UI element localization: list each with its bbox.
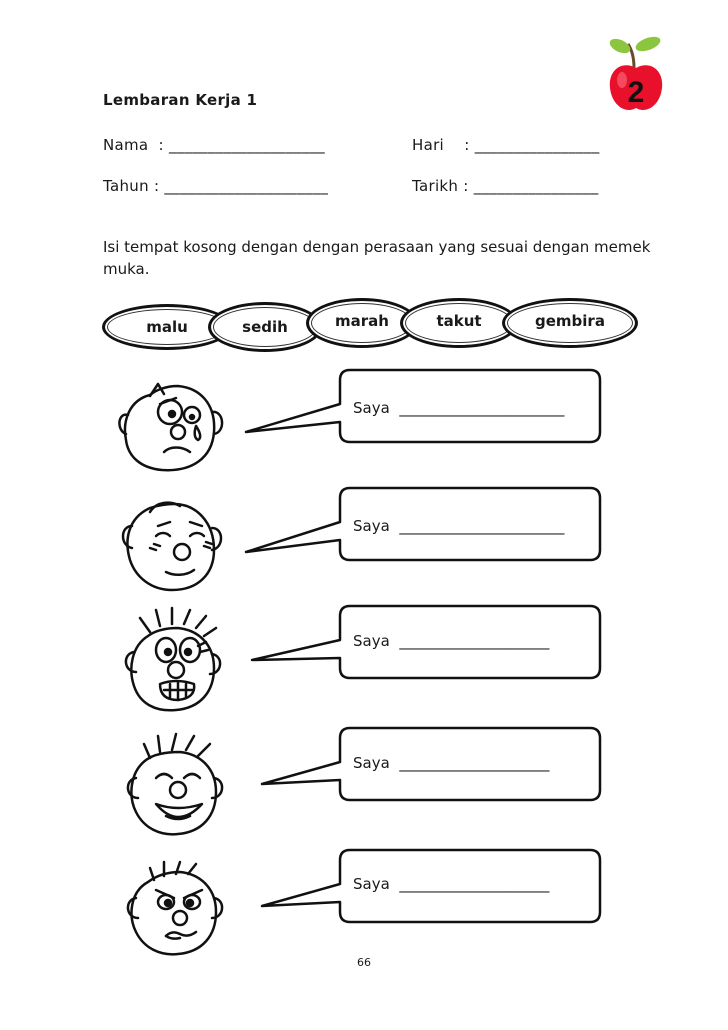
angry-face-icon bbox=[128, 862, 222, 954]
tarikh-field[interactable]: Tarikh : ________________ bbox=[412, 177, 599, 195]
tahun-field[interactable]: Tahun : _____________________ bbox=[103, 177, 329, 195]
word-chip-takut[interactable]: takut bbox=[400, 298, 518, 348]
word-chip-marah[interactable]: marah bbox=[306, 298, 418, 348]
answer-line-4[interactable]: Saya ____________________ bbox=[353, 754, 550, 772]
nama-field[interactable]: Nama : ____________________ bbox=[103, 136, 325, 154]
apple-badge bbox=[604, 28, 668, 116]
badge-number: 2 bbox=[627, 76, 645, 109]
word-chip-gembira[interactable]: gembira bbox=[502, 298, 638, 348]
instruction-text: Isi tempat kosong dengan dengan perasaan yang sesuai dengan memek muka. bbox=[103, 238, 651, 278]
hari-field[interactable]: Hari : ________________ bbox=[412, 136, 600, 154]
answer-line-5[interactable]: Saya ____________________ bbox=[353, 875, 550, 893]
scared-face-icon bbox=[126, 608, 220, 710]
answer-line-2[interactable]: Saya ______________________ bbox=[353, 517, 565, 535]
word-chip-malu[interactable]: malu bbox=[102, 304, 232, 350]
answer-line-1[interactable]: Saya ______________________ bbox=[353, 399, 565, 417]
shy-face-icon bbox=[123, 503, 221, 590]
happy-face-icon bbox=[128, 734, 222, 834]
worksheet-title: Lembaran Kerja 1 bbox=[103, 91, 258, 109]
word-bank bbox=[96, 296, 636, 350]
exercise-drawings bbox=[0, 360, 728, 960]
word-chip-sedih[interactable]: sedih bbox=[208, 302, 322, 352]
crying-face-icon bbox=[119, 384, 222, 470]
page-number: 66 bbox=[357, 956, 371, 969]
answer-line-3[interactable]: Saya ____________________ bbox=[353, 632, 550, 650]
